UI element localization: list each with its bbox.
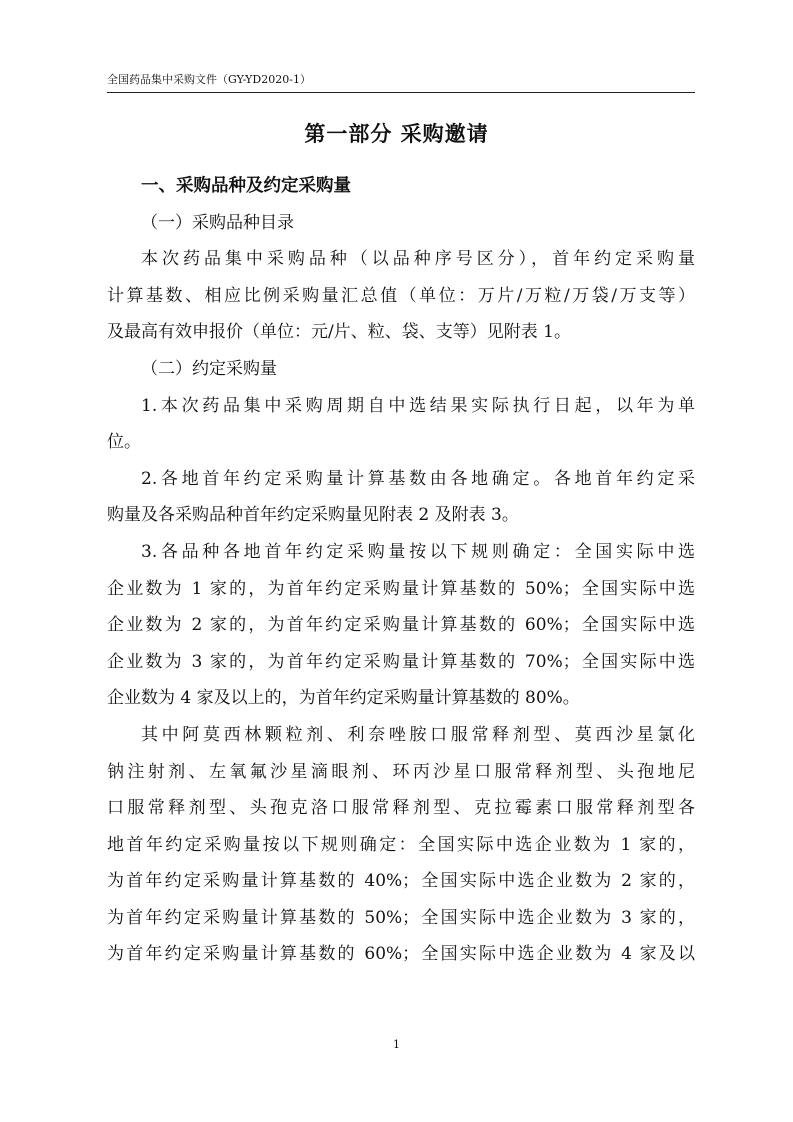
paragraph-line: 企业数为 3 家的，为首年约定采购量计算基数的 70%；全国实际中选 xyxy=(107,651,695,672)
paragraph-line: 企业数为 2 家的，为首年约定采购量计算基数的 60%；全国实际中选 xyxy=(107,615,695,636)
paragraph-line: 购量及各采购品种首年约定采购量见附表 2 及附表 3。 xyxy=(107,505,519,526)
paragraph-line: 口服常释剂型、头孢克洛口服常释剂型、克拉霉素口服常释剂型各 xyxy=(107,798,695,819)
paragraph-line: 其中阿莫西林颗粒剂、利奈唑胺口服常释剂型、莫西沙星氯化 xyxy=(141,724,695,745)
paragraph-line: 为首年约定采购量计算基数的 60%；全国实际中选企业数为 4 家及以 xyxy=(107,944,695,965)
paragraph-line: 计算基数、相应比例采购量汇总值（单位：万片/万粒/万袋/万支等） xyxy=(107,285,695,306)
running-header: 全国药品集中采购文件（GY-YD2020-1） xyxy=(107,72,695,93)
paragraph-line: 企业数为 4 家及以上的，为首年约定采购量计算基数的 80%。 xyxy=(107,688,580,709)
subsection-heading: （一）采购品种目录 xyxy=(141,212,294,233)
paragraph-line: 3.各品种各地首年约定采购量按以下规则确定：全国实际中选 xyxy=(141,541,695,562)
paragraph-line: 为首年约定采购量计算基数的 50%；全国实际中选企业数为 3 家的， xyxy=(107,907,695,928)
paragraph-line: 为首年约定采购量计算基数的 40%；全国实际中选企业数为 2 家的， xyxy=(107,871,695,892)
page-title: 第一部分 采购邀请 xyxy=(304,122,489,146)
paragraph-line: 位。 xyxy=(107,432,141,453)
paragraph-line: 地首年约定采购量按以下规则确定：全国实际中选企业数为 1 家的， xyxy=(107,834,695,855)
subsection-heading: （二）约定采购量 xyxy=(141,358,277,379)
paragraph-line: 钠注射剂、左氧氟沙星滴眼剂、环丙沙星口服常释剂型、头孢地尼 xyxy=(107,761,695,782)
paragraph-line: 1.本次药品集中采购周期自中选结果实际执行日起，以年为单 xyxy=(141,395,695,416)
paragraph-line: 2.各地首年约定采购量计算基数由各地确定。各地首年约定采 xyxy=(141,468,695,489)
section-heading: 一、采购品种及约定采购量 xyxy=(141,176,351,196)
paragraph-line: 企业数为 1 家的，为首年约定采购量计算基数的 50%；全国实际中选 xyxy=(107,578,695,599)
page-number: 1 xyxy=(393,1038,400,1051)
body-text xyxy=(107,171,695,976)
paragraph-line: 及最高有效申报价（单位：元/片、粒、袋、支等）见附表 1。 xyxy=(107,322,571,343)
paragraph-line: 本次药品集中采购品种（以品种序号区分），首年约定采购量 xyxy=(141,249,695,270)
